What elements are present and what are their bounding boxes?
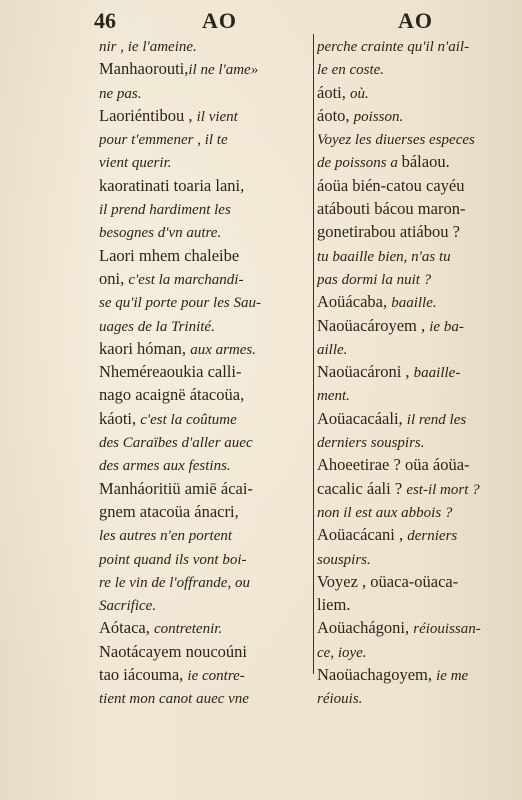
left-column-line <box>99 570 304 593</box>
left-column-line <box>99 383 304 406</box>
french-gloss: baaille. <box>391 295 437 312</box>
right-column-line <box>317 640 517 663</box>
left-column-line <box>99 150 304 173</box>
carib-term: Laoriéntibou , <box>99 105 197 125</box>
right-column-line <box>317 383 517 406</box>
left-column-line <box>99 34 304 57</box>
french-gloss: non il est aux abbois ? <box>317 504 453 521</box>
left-column-line <box>99 314 304 337</box>
left-column-line <box>99 686 304 709</box>
left-column-line <box>99 57 304 80</box>
french-gloss: pas dormi la nuit ? <box>317 271 432 288</box>
left-column <box>99 34 304 710</box>
french-gloss: point quand ils vont boi- <box>99 551 247 568</box>
right-column-line <box>317 337 517 360</box>
right-column-line <box>317 593 517 616</box>
left-column-line <box>99 523 304 546</box>
french-gloss: des Caraïbes d'aller auec <box>99 435 253 452</box>
carib-term: Naoüacároyem , <box>317 315 430 335</box>
right-column-line <box>317 197 517 220</box>
right-column-line <box>317 547 517 570</box>
right-column <box>317 34 517 710</box>
french-gloss: derniers <box>407 528 458 545</box>
right-column-line <box>317 523 517 546</box>
french-gloss: perche crainte qu'il n'ail- <box>317 39 470 55</box>
left-column-line <box>99 616 304 639</box>
right-column-line <box>317 663 517 686</box>
running-header <box>0 6 522 34</box>
right-column-line <box>317 686 517 709</box>
left-column-line <box>99 174 304 197</box>
french-gloss: il prend hardiment les <box>99 202 231 219</box>
french-gloss: tient mon canot auec vne <box>99 691 249 708</box>
carib-term: Ahoeetirae ? oüa áoüa- <box>317 455 470 475</box>
left-column-line <box>99 453 304 476</box>
right-column-line <box>317 244 517 267</box>
carib-term: Voyez , oüaca-oüaca- <box>317 571 459 591</box>
carib-term: Aoüachágoni, <box>317 618 414 638</box>
french-gloss: de poissons a <box>317 155 402 172</box>
french-gloss: aille. <box>317 341 348 358</box>
right-column-line <box>317 127 517 150</box>
french-gloss: où. <box>350 85 369 102</box>
french-gloss: est-il mort ? <box>406 481 480 498</box>
carib-term: áoüa bién-catou cayéu <box>317 175 465 195</box>
running-head-left: AO <box>202 8 237 33</box>
french-gloss: Sacrifice. <box>99 598 157 615</box>
french-gloss: ie contre- <box>187 668 245 685</box>
french-gloss: souspirs. <box>317 551 371 568</box>
french-gloss: Voyez les diuerses especes <box>317 132 475 149</box>
carib-term: kaori hóman, <box>99 338 191 358</box>
carib-term: káoti, <box>99 408 141 428</box>
left-column-line <box>99 477 304 500</box>
right-column-line <box>317 407 517 430</box>
french-gloss: poisson. <box>353 108 404 125</box>
carib-term: atábouti bácou maron- <box>317 199 466 219</box>
french-gloss: uages de la Trinité. <box>99 318 215 335</box>
left-column-line <box>99 81 304 104</box>
french-gloss: réiouis. <box>317 691 363 708</box>
left-column-line <box>99 547 304 570</box>
carib-term: Naotácayem noucoúni <box>99 641 247 661</box>
french-gloss: ne pas. <box>99 85 142 102</box>
french-gloss: ie me <box>436 668 469 685</box>
french-gloss: il vient <box>196 108 238 125</box>
left-column-line <box>99 267 304 290</box>
french-gloss: tu baaille bien, n'as tu <box>317 248 451 265</box>
right-column-line <box>317 81 517 104</box>
french-gloss: c'est la marchandi- <box>128 271 244 288</box>
carib-term: cacalic áali ? <box>317 478 407 498</box>
right-column-line <box>317 314 517 337</box>
left-column-line <box>99 104 304 127</box>
carib-term: Aoüacácani , <box>317 525 408 545</box>
right-column-line <box>317 34 517 57</box>
right-column-line <box>317 430 517 453</box>
left-column-line <box>99 640 304 663</box>
french-gloss: contretenir. <box>153 621 223 638</box>
carib-term: oni, <box>99 268 129 288</box>
right-column-line <box>317 150 517 173</box>
carib-term: nago acaignë átacoüa, <box>99 385 245 405</box>
french-gloss: derniers souspirs. <box>317 435 425 452</box>
left-column-line <box>99 360 304 383</box>
french-gloss: ie ba- <box>429 318 464 335</box>
french-gloss: ce, ioye. <box>317 644 367 661</box>
left-column-line <box>99 337 304 360</box>
french-gloss: il ne l'ame» <box>188 62 259 79</box>
right-column-line <box>317 104 517 127</box>
carib-term: áoti, <box>317 82 350 102</box>
right-column-line <box>317 570 517 593</box>
left-column-line <box>99 500 304 523</box>
left-column-line <box>99 290 304 313</box>
carib-term: Naoüachagoyem, <box>317 665 437 685</box>
carib-term: bálaou. <box>401 152 450 172</box>
french-gloss: il rend les <box>406 411 467 428</box>
column-divider <box>313 34 314 674</box>
right-column-line <box>317 453 517 476</box>
carib-term: Naoüacároni , <box>317 362 414 382</box>
carib-term: liem. <box>317 595 351 615</box>
left-column-line <box>99 407 304 430</box>
carib-term: Aoüacacáali, <box>317 408 407 428</box>
page-number: 46 <box>94 8 116 33</box>
right-column-line <box>317 174 517 197</box>
right-column-line <box>317 500 517 523</box>
left-column-line <box>99 127 304 150</box>
right-column-line <box>317 360 517 383</box>
running-head-right: AO <box>398 8 433 33</box>
french-gloss: nir , ie l'ameine. <box>99 39 197 55</box>
right-column-line <box>317 616 517 639</box>
left-column-line <box>99 593 304 616</box>
right-column-line <box>317 290 517 313</box>
french-gloss: baaille- <box>413 365 461 382</box>
carib-term: Manhaorouti, <box>99 59 189 79</box>
right-column-line <box>317 220 517 243</box>
right-column-line <box>317 477 517 500</box>
carib-term: gonetirabou atiábou ? <box>317 222 460 242</box>
left-column-line <box>99 220 304 243</box>
french-gloss: les autres n'en portent <box>99 528 233 545</box>
left-column-line <box>99 244 304 267</box>
french-gloss: réiouissan- <box>413 621 481 638</box>
french-gloss: des armes aux festins. <box>99 458 231 475</box>
carib-term: Laori mhem chaleibe <box>99 245 240 265</box>
carib-term: tao iácouma, <box>99 665 188 685</box>
carib-term: Manháoritiü amiē ácai- <box>99 478 253 498</box>
carib-term: Nheméreaoukia calli- <box>99 362 242 382</box>
french-gloss: re le vin de l'offrande, ou <box>99 574 250 591</box>
french-gloss: besognes d'vn autre. <box>99 225 222 242</box>
french-gloss: vient querir. <box>99 155 172 172</box>
carib-term: áoto, <box>317 105 354 125</box>
carib-term: gnem atacoüa ánacri, <box>99 501 239 521</box>
carib-term: kaoratinati toaria lani, <box>99 175 245 195</box>
left-column-line <box>99 430 304 453</box>
french-gloss: aux armes. <box>190 341 257 358</box>
left-column-line <box>99 663 304 686</box>
left-column-line <box>99 197 304 220</box>
french-gloss: c'est la coûtume <box>140 411 237 428</box>
right-column-line <box>317 267 517 290</box>
french-gloss: pour t'emmener , il te <box>99 132 228 149</box>
carib-term: Aoüácaba, <box>317 292 392 312</box>
french-gloss: se qu'il porte pour les Sau- <box>99 295 261 312</box>
french-gloss: le en coste. <box>317 62 385 79</box>
french-gloss: ment. <box>317 388 350 405</box>
right-column-line <box>317 57 517 80</box>
carib-term: Aótaca, <box>99 618 154 638</box>
